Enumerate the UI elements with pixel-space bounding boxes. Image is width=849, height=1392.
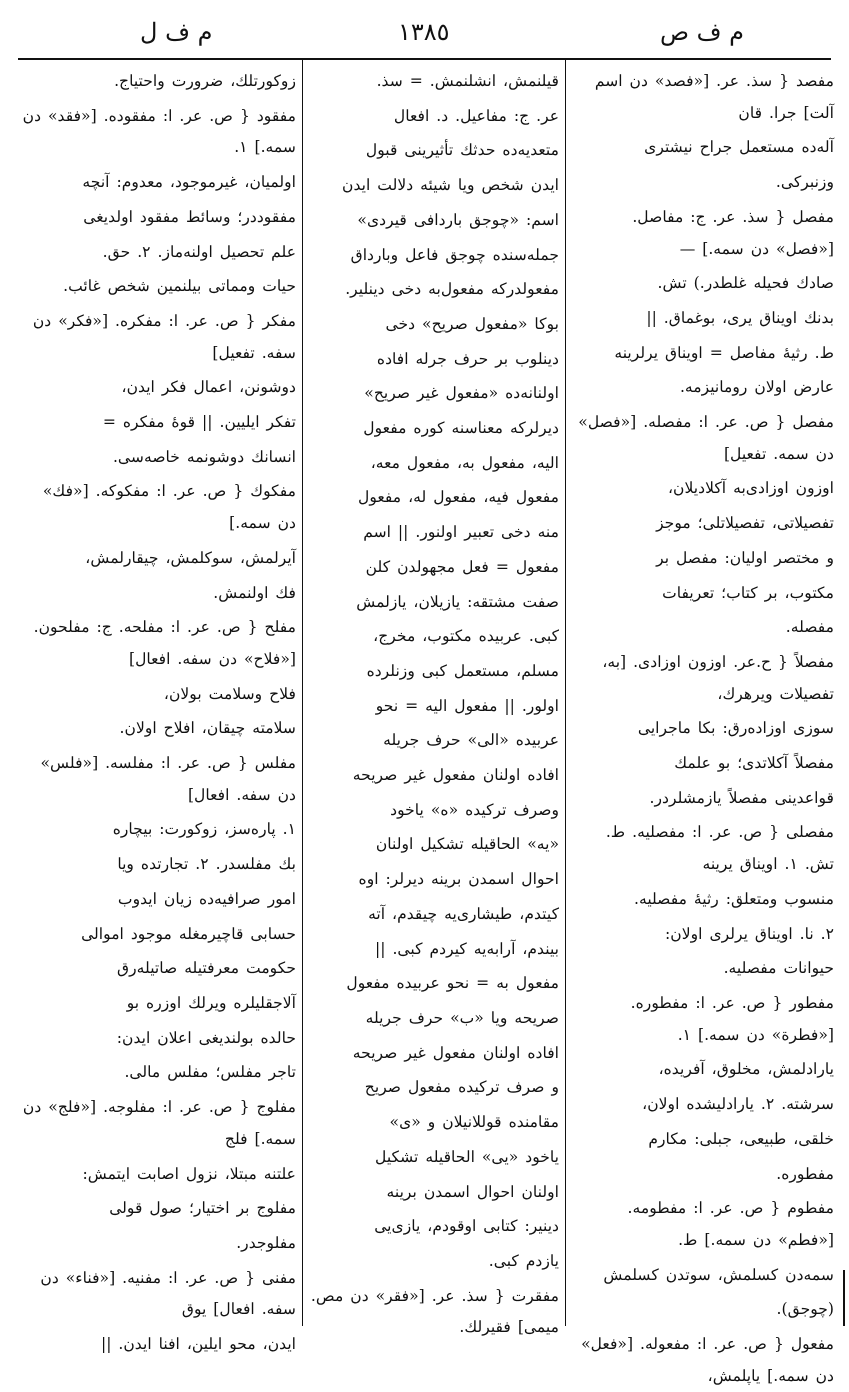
entry-line: وصرف ترکیده «ه» یاخود bbox=[390, 800, 559, 819]
entry-line: مفلوج بر اختیار؛ صول قولی bbox=[109, 1199, 296, 1218]
entry-line: علم تحصیل اولنه‌ماز. ۲. حق. bbox=[102, 242, 296, 261]
entry-line: و صرف ترکیده مفعول صریح bbox=[364, 1078, 559, 1097]
entry-line: صفت مشتقه: یازیلان، یازلمش bbox=[356, 592, 559, 611]
entry-line: مفعولدرکه مفعول‌به دخی دینلیر. bbox=[345, 280, 559, 299]
entry-line: تفکر ایلیین. || قوهٔ مفکره = bbox=[102, 413, 296, 432]
entry-line: حالده بولندیغی اعلان ایدن: bbox=[116, 1028, 296, 1047]
entry-line: مفقوددر؛ وسائط مفقود اولدیغی bbox=[83, 207, 296, 226]
entry-line: افاده اولنان مفعول غیر صریحه bbox=[352, 1043, 559, 1062]
entry-line: سرشته. ۲. یارادلیشده اولان، bbox=[642, 1095, 834, 1114]
entry-line: زوکورتلك، ضرورت واحتیاج. bbox=[114, 72, 296, 90]
entry-line: انسانك دوشونمه خاصه‌سی. bbox=[112, 447, 296, 466]
entry-line: سلامته چیقان، افلاح اولان. bbox=[119, 719, 296, 738]
entry-line: بدنك اویناق یری، بوغماق. || bbox=[646, 308, 834, 327]
entry-line: خلقی، طبیعی، جبلی: مکارم bbox=[648, 1129, 834, 1148]
entry-line: کیتدم، طیشاری‌یه چیقدم، آته bbox=[368, 904, 559, 923]
header-right-letters: م ف ص bbox=[660, 18, 745, 46]
header-rule bbox=[18, 58, 831, 60]
entry-line: اولنانه‌ده «مفعول غیر صریح» bbox=[364, 384, 559, 403]
entry-line: امور صرافیه‌ده زیان ایدوب bbox=[117, 889, 296, 908]
entry-line: حیات ومماتی بیلنمین شخص غائب. bbox=[63, 277, 296, 296]
entry-line: مفطور { ص. عر. ا: مفطوره. [«فطرة» دن سمه.] ۱. bbox=[630, 993, 834, 1044]
entry-line: احوال اسمدن برینه دیرلر: اوه bbox=[358, 870, 559, 889]
entry-line: مفکوك { ص. عر. ا: مفکوکه. [«فك» دن سمه.] bbox=[42, 482, 296, 533]
entry-line: منه دخی تعبیر اولنور. || اسم bbox=[363, 523, 559, 542]
entry-line: مفصلی { ص. عر. ا: مفصلیه. ط. تش. ۱. اویناق یرینه bbox=[605, 823, 834, 874]
entry-line: اولور. || مفعول الیه = نحو bbox=[375, 696, 559, 715]
entry-line: بوکا «مفعول صریح» دخی bbox=[385, 314, 559, 333]
entry-line: صریحه ویا «ب» حرف جریله bbox=[365, 1008, 559, 1027]
entry-line: مفقود { ص. عر. ا: مفقوده. [«فقد» دن سمه.] ۱. bbox=[22, 106, 296, 157]
entry-line: مفلح { ص. عر. ا: مفلحه. ج: مفلحون. [«فلاح» دن سفه. افعال] bbox=[33, 618, 296, 668]
header-left-letters: م ف ل bbox=[140, 18, 213, 46]
entry-line: قواعدینی مفصلاً یازمشلردر. bbox=[649, 788, 834, 807]
column-divider-left bbox=[302, 58, 303, 1326]
entry-line: دینیر: کتابی اوقودم، یازی‌یی bbox=[374, 1217, 559, 1236]
entry-line: مفقرت { سذ. عر. [«فقر» دن مص. میمی] فقیرلك. bbox=[310, 1286, 559, 1337]
entry-line: سوزی اوزاده‌رق: بکا ماجرایی bbox=[637, 719, 834, 738]
entry-line: یارادلمش، مخلوق، آفریده، bbox=[658, 1060, 834, 1079]
entry-line: مفعول فیه، مفعول له، مفعول bbox=[358, 488, 559, 507]
entry-line: مفعول { ص. عر. ا: مفعوله. [«فعل» دن سمه.] یاپلمش، bbox=[581, 1335, 834, 1385]
column-right bbox=[572, 66, 834, 1385]
entry-line: تفصیلاتی، تفصیلاتلی؛ موجز bbox=[656, 514, 834, 533]
entry-line: علتنه مبتلا، نزول اصابت ایتمش: bbox=[82, 1164, 296, 1183]
entry-line: وزنبرکی. bbox=[775, 173, 834, 192]
entry-line: عربیده «الی» حرف جریله bbox=[383, 731, 559, 750]
entry-line: مفنی { ص. عر. ا: مفنیه. [«فناء» دن سفه. افعال] یوق bbox=[40, 1268, 296, 1319]
entry-line: اسم: «چوجق باردافی قیردی» bbox=[357, 210, 559, 229]
entry-line: بك مفلسدر. ۲. تجارتده ویا bbox=[117, 855, 296, 874]
page-header bbox=[20, 18, 829, 58]
entry-line: ایدن شخص ویا شیئه دلالت ایدن bbox=[342, 176, 559, 195]
page-number: ١٣٨٥ bbox=[398, 18, 450, 46]
entry-line: مفصله. bbox=[785, 618, 834, 637]
entry-line: اولمیان، غیرموجود، معدوم: آنچه bbox=[82, 173, 296, 192]
column-divider-right bbox=[565, 58, 566, 1326]
entry-line: فك اولنمش. bbox=[213, 583, 296, 602]
entry-line: ایدن، محو ایلین، افنا ایدن. || bbox=[100, 1335, 296, 1354]
entry-line: اولنان احوال اسمدن برینه bbox=[386, 1182, 559, 1201]
entry-line: مکتوب، بر کتاب؛ تعریفات bbox=[662, 583, 834, 602]
entry-line: «یه» الحاقیله تشکیل اولنان bbox=[375, 835, 559, 854]
entry-line: کبی. عربیده مکتوب، مخرج، bbox=[373, 627, 559, 646]
entry-line: عارض اولان رومانیزمه. bbox=[679, 378, 834, 397]
column-middle bbox=[309, 66, 559, 1337]
entry-line: دوشونن، اعمال فکر ایدن، bbox=[121, 378, 296, 397]
entry-line: آله‌ده مستعمل جراح نیشتری bbox=[644, 138, 834, 157]
entry-line: مسلم، مستعمل کبی وزنلرده bbox=[366, 661, 559, 680]
entry-line: مفعول = فعل مجهولدن کلن bbox=[365, 557, 559, 576]
entry-line: مفطوم { ص. عر. ا: مفطومه. [«فطم» دن سمه.] ط. bbox=[627, 1199, 834, 1249]
column-left bbox=[22, 66, 296, 1354]
entry-line: مفلوجدر. bbox=[236, 1233, 296, 1252]
entry-line: مفعول به = نحو عربیده مفعول bbox=[346, 974, 559, 993]
entry-line: اوزون اوزادی‌به آکلادیلان، bbox=[668, 479, 834, 498]
entry-line: منسوب ومتعلق: رثیهٔ مفصلیه. bbox=[634, 889, 834, 908]
entry-line: الیه، مفعول به، مفعول معه، bbox=[370, 453, 559, 472]
entry-line: مفلس { ص. عر. ا: مفلسه. [«فلس» دن سفه. افعال] bbox=[40, 754, 296, 804]
entry-line: مفصلاً { ح.عر. اوزون اوزادی. [به، تفصیلات ویرهرك، bbox=[602, 652, 834, 703]
entry-line: ط. رثیهٔ مفاصل = اویناق یرلرینه bbox=[614, 343, 834, 362]
entry-line: حیوانات مفصلیه. bbox=[723, 959, 834, 978]
entry-line: مفطوره. bbox=[776, 1164, 834, 1183]
entry-line: حکومت معرفتیله صاتیله‌رق bbox=[117, 959, 296, 978]
entry-line: تاجر مفلس؛ مفلس مالی. bbox=[124, 1063, 296, 1082]
entry-line: مقامنده قوللانیلان و «ی» bbox=[389, 1113, 559, 1132]
entry-line: مفصل { ص. عر. ا: مفصله. [«فصل» دن سمه. تفعیل] bbox=[578, 413, 834, 463]
entry-line: آیرلمش، سوکلمش، چیقارلمش، bbox=[85, 548, 296, 567]
entry-line: مفکر { ص. عر. ا: مفکره. [«فکر» دن سفه. تفعیل] bbox=[32, 311, 296, 362]
entry-line: متعدیه‌ده حدثك تأثیرینی قبول bbox=[365, 141, 559, 160]
entry-line: سمه‌دن کسلمش، سوتدن کسلمش bbox=[603, 1265, 834, 1284]
entry-line: جمله‌سنده چوجق فاعل وبارداق bbox=[350, 245, 559, 264]
entry-line: (چوجق). bbox=[776, 1300, 834, 1319]
entry-line: یاخود «یی» الحاقیله تشکیل bbox=[375, 1147, 559, 1166]
entry-line: مفلوج { ص. عر. ا: مفلوجه. [«فلج» دن سمه.] فلج bbox=[22, 1098, 296, 1148]
entry-line: عر. ج: مفاعیل. د. افعال bbox=[393, 106, 559, 125]
entry-line: یازدم کبی. bbox=[488, 1251, 559, 1270]
entry-line: حسابی قاچیرمغله موجود اموالی bbox=[81, 924, 296, 943]
entry-line: صادك فحیله غلطدر.) تش. bbox=[657, 274, 834, 293]
entry-line: فلاح وسلامت بولان، bbox=[163, 684, 296, 703]
entry-line: افاده اولنان مفعول غیر صریحه bbox=[352, 766, 559, 785]
entry-line: ۱. پاره‌سز، زوکورت: بیچاره bbox=[112, 820, 296, 839]
entry-line: ۲. نا. اویناق یرلری اولان: bbox=[665, 924, 834, 943]
margin-mark bbox=[843, 1270, 845, 1326]
entry-line: دیرلرکه معناسنه کوره مفعول bbox=[363, 419, 559, 438]
entry-line: قیلنمش، انشلنمش. = سذ. bbox=[376, 72, 559, 90]
entry-line: بیندم، آرابه‌یه کیردم کبی. || bbox=[375, 939, 559, 958]
entry-line: مفصل { سذ. عر. ج: مفاصل. [«فصل» دن سمه.] — bbox=[632, 207, 834, 258]
entry-line: مفصلاً آکلاتدی؛ بو علمك bbox=[674, 754, 834, 773]
entry-line: و مختصر اولیان: مفصل بر bbox=[656, 548, 834, 567]
entry-line: آلاجقلیلره ویرلك اوزره بو bbox=[126, 993, 296, 1012]
entry-line: دینلوب بر حرف جرله افاده bbox=[376, 349, 559, 368]
entry-line: مفصد { سذ. عر. [«فصد» دن اسم آلت] جرا. قان bbox=[594, 72, 834, 122]
